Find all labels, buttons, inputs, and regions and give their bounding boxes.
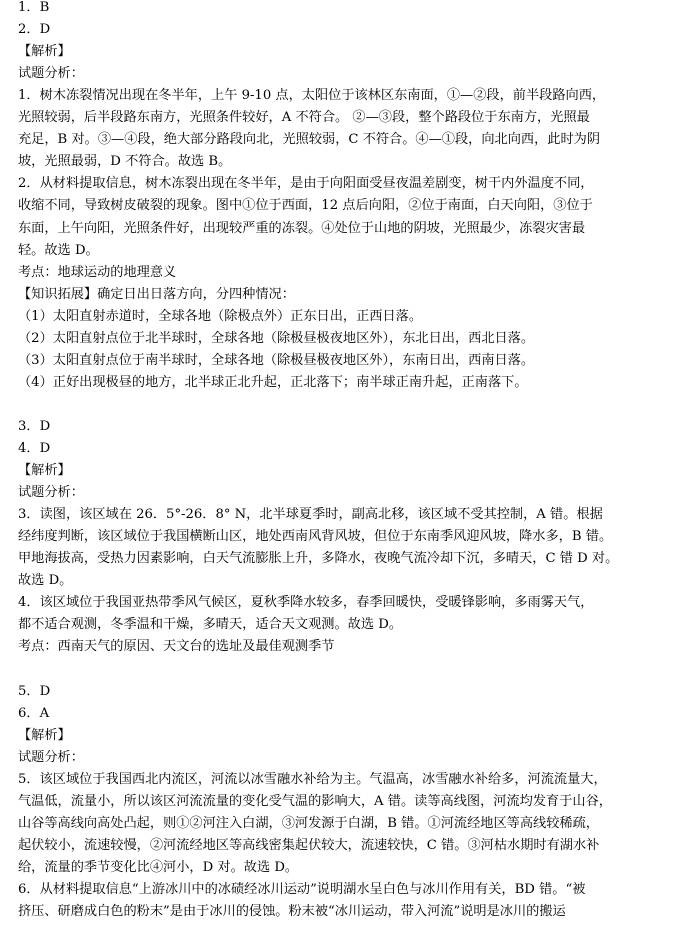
text-line: 5．D <box>18 683 51 699</box>
text-line: 气温低，流量小，所以该区河流流量的变化受气温的影响大，A 错。读等高线图，河流均发育于山谷， <box>18 793 612 809</box>
text-line: 试题分析： <box>18 66 84 82</box>
text-line: 甲地海拔高，受热力因素影响，白天气流膨胀上升，多降水，夜晚气流冷却下沉，多晴天，C 错 D 对。 <box>18 551 619 567</box>
text-line: 2．D <box>18 22 51 38</box>
text-line <box>18 659 673 681</box>
text-line: 【解析】 <box>18 44 71 60</box>
text-line: 考点：地球运动的地理意义 <box>18 264 177 280</box>
text-line: 试题分析： <box>18 749 84 765</box>
text-line: 5．该区域位于我国西北内流区，河流以冰雪融水补给为主。气温高，冰雪融水补给多，河流流量大， <box>18 771 607 787</box>
text-line: 光照较弱，后半段路东南方，光照条件较好，A 不符合。 ②—③段，整个路段位于东南方，光照最 <box>18 110 590 126</box>
text-line: 4．该区域位于我国亚热带季风气候区，夏秋季降水较多，春季回暖快，受暖锋影响，多雨雾天气， <box>18 595 594 611</box>
text-line: 收缩不同，导致树皮破裂的现象。图中①位于西面，12 点后向阳，②位于南面，白天向阳，③位于 <box>18 198 593 214</box>
text-line: 轻。故选 D。 <box>18 242 99 258</box>
text-line: （2）太阳直射点位于北半球时，全球各地（除极昼极夜地区外），东北日出，西北日落。 <box>18 330 535 346</box>
text-line: （3）太阳直射点位于南半球时，全球各地（除极昼极夜地区外），东南日出，西南日落。 <box>18 352 535 368</box>
text-line: 给，流量的季节变化比④河小，D 对。故选 D。 <box>18 859 299 875</box>
text-line: 都不适合观测，冬季温和干燥，多晴天，适合天文观测。故选 D。 <box>18 617 403 633</box>
text-line: 3．读图，该区域在 26．5°-26．8° N，北半球夏季时，副高北移，该区域不受其控制，A 错。根据 <box>18 507 603 523</box>
text-line: 挤压、研磨成白色的粉末”是由于冰川的侵蚀。粉末被“冰川运动，带入河流”说明是冰川的搬运 <box>18 904 566 920</box>
text-line: 试题分析： <box>18 485 84 501</box>
text-line: 【解析】 <box>18 727 71 743</box>
text-line: 考点：西南天气的原因、天文台的选址及最佳观测季节 <box>18 639 335 655</box>
text-line: 坡，光照最弱，D 不符合。故选 B。 <box>18 154 232 170</box>
text-line: 经纬度判断，该区域位于我国横断山区，地处西南风背风坡，但位于东南季风迎风坡，降水多，B 错。 <box>18 529 613 545</box>
text-line: 【知识拓展】确定日出日落方向，分四种情况： <box>18 286 295 302</box>
text-line: 6．A <box>18 705 50 721</box>
text-line: 3．D <box>18 418 51 434</box>
text-line: 【解析】 <box>18 463 71 479</box>
text-line: 充足，B 对。③—④段，绝大部分路段向北，光照较弱，C 不符合。④—①段，向北向西，此时为阴 <box>18 132 601 148</box>
text-line: 起伏较小，流速较慢，②河流经地区等高线密集起伏较大，流速较快，C 错。③河枯水期时有湖水补 <box>18 837 600 853</box>
text-line: 山谷等高线向高处凸起，则①②河注入白湖，③河发源于白湖，B 错。①河流经地区等高线较稀疏， <box>18 815 599 831</box>
text-line <box>18 394 673 416</box>
text-line: 4．D <box>18 441 51 456</box>
text-line: 东面，上午向阳，光照条件好，出现较严重的冻裂。④处位于山地的阴坡，光照最少，冻裂灾害最 <box>18 220 586 236</box>
text-line: 1．树木冻裂情况出现在冬半年，上午 9-10 点，太阳位于该林区东南面，①—②段，前半段路向西， <box>18 88 606 104</box>
text-line: 6．从材料提取信息“上游冰川中的冰碛经冰川运动”说明湖水呈白色与冰川作用有关，BD 错。“被 <box>18 882 586 897</box>
text-line: 2．从材料提取信息，树木冻裂出现在冬半年，是由于向阳面受昼夜温差剧变，树干内外温度不同， <box>18 176 594 192</box>
text-line: 故选 D。 <box>18 573 73 589</box>
text-line: （4）正好出现极昼的地方，北半球正北升起，正北落下；南半球正南升起，正南落下。 <box>18 374 528 390</box>
text-line: 1．B <box>18 0 50 15</box>
text-line: （1）太阳直射赤道时，全球各地（除极点外）正东日出，正西日落。 <box>18 308 423 324</box>
